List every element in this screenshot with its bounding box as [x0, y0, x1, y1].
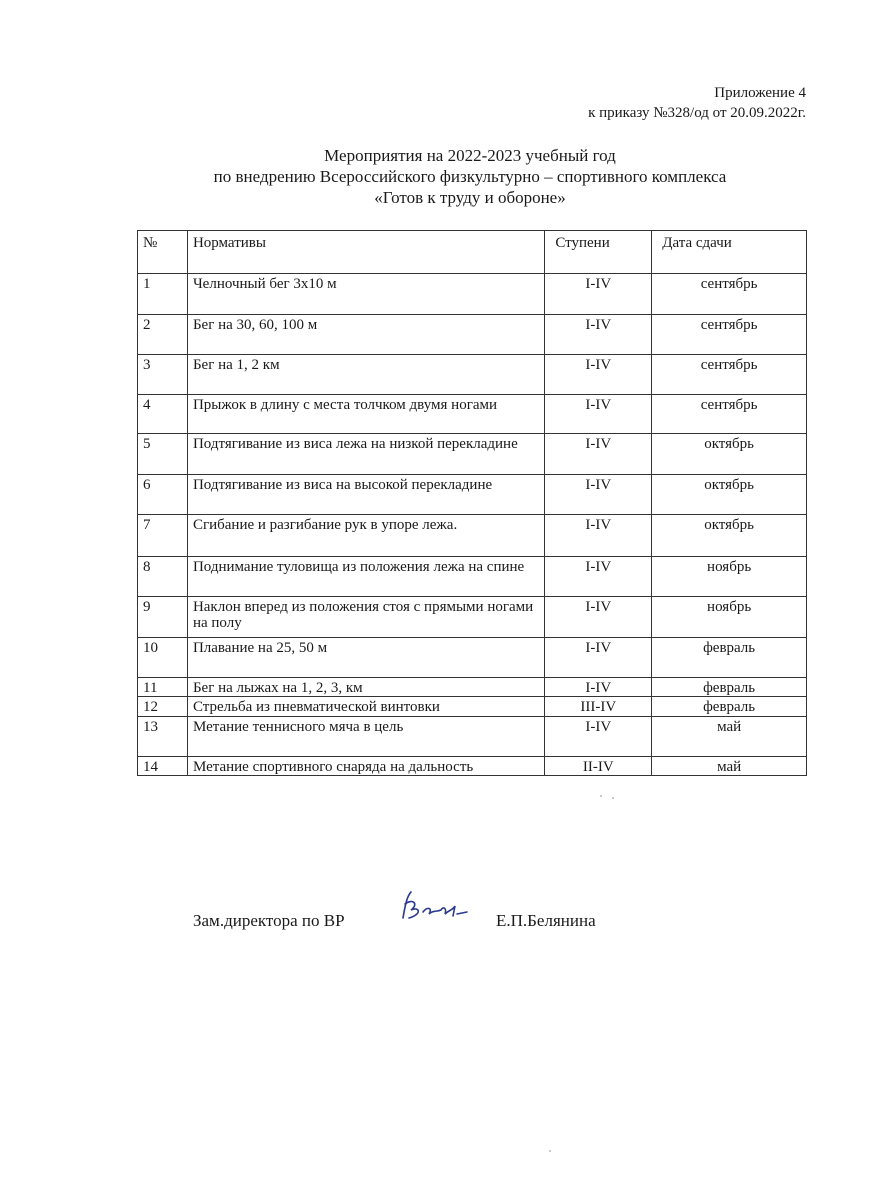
row-date: сентябрь: [652, 355, 807, 395]
row-stage: I-IV: [545, 475, 652, 515]
title-line-3: «Готов к труду и обороне»: [374, 188, 566, 207]
row-number: 8: [138, 557, 188, 597]
row-date: сентябрь: [652, 395, 807, 434]
scan-speck: [600, 795, 602, 797]
signer-position: Зам.директора по ВР: [193, 911, 345, 930]
scan-speck: [549, 1150, 551, 1152]
row-norm-name: Подтягивание из виса на высокой перекладине: [187, 475, 544, 515]
table-row: [138, 434, 807, 475]
signer-name: Е.П.Белянина: [496, 911, 596, 930]
appendix-line-2: к приказу №328/од от 20.09.2022г.: [588, 105, 806, 121]
appendix-note: [588, 83, 806, 123]
row-number: 3: [138, 355, 188, 395]
table-row: [138, 557, 807, 597]
row-number: 14: [138, 757, 188, 776]
row-date: ноябрь: [652, 597, 807, 638]
row-stage: I-IV: [545, 678, 652, 697]
row-stage: I-IV: [545, 315, 652, 355]
row-norm-name: Наклон вперед из положения стоя с прямыми ногами на полу: [187, 597, 544, 638]
row-stage: III-IV: [545, 697, 652, 717]
row-stage: I-IV: [545, 434, 652, 475]
row-date: февраль: [652, 678, 807, 697]
table-row: [138, 315, 807, 355]
row-norm-name: Бег на 1, 2 км: [187, 355, 544, 395]
row-norm-name: Сгибание и разгибание рук в упоре лежа.: [187, 515, 544, 557]
row-stage: I-IV: [545, 274, 652, 315]
row-date: май: [652, 717, 807, 757]
table-row: [138, 697, 807, 717]
appendix-line-1: Приложение 4: [714, 85, 806, 101]
table-row: [138, 274, 807, 315]
row-norm-name: Челночный бег 3х10 м: [187, 274, 544, 315]
header-stage: Ступени: [545, 231, 652, 274]
row-number: 5: [138, 434, 188, 475]
table-row: [138, 515, 807, 557]
row-norm-name: Подтягивание из виса лежа на низкой перекладине: [187, 434, 544, 475]
header-no: №: [138, 231, 188, 274]
row-date: сентябрь: [652, 274, 807, 315]
row-norm-name: Стрельба из пневматической винтовки: [187, 697, 544, 717]
row-number: 12: [138, 697, 188, 717]
table-row: [138, 597, 807, 638]
row-number: 6: [138, 475, 188, 515]
table-row: [138, 355, 807, 395]
row-norm-name: Бег на 30, 60, 100 м: [187, 315, 544, 355]
table-row: [138, 678, 807, 697]
scan-speck: [612, 797, 614, 799]
norms-table: [137, 230, 807, 776]
row-date: февраль: [652, 638, 807, 678]
row-date: октябрь: [652, 515, 807, 557]
row-date: сентябрь: [652, 315, 807, 355]
row-date: октябрь: [652, 475, 807, 515]
row-date: октябрь: [652, 434, 807, 475]
row-norm-name: Бег на лыжах на 1, 2, 3, км: [187, 678, 544, 697]
row-stage: I-IV: [545, 557, 652, 597]
title-line-1: Мероприятия на 2022-2023 учебный год: [324, 146, 616, 165]
table-row: [138, 638, 807, 678]
table-header-row: [138, 231, 807, 274]
title-line-2: по внедрению Всероссийского физкультурно – спортивного комплекса: [213, 167, 727, 186]
row-number: 9: [138, 597, 188, 638]
row-norm-name: Метание теннисного мяча в цель: [187, 717, 544, 757]
row-stage: I-IV: [545, 395, 652, 434]
row-date: ноябрь: [652, 557, 807, 597]
header-name: Нормативы: [187, 231, 544, 274]
row-stage: I-IV: [545, 638, 652, 678]
handwritten-signature: [397, 888, 477, 928]
row-stage: I-IV: [545, 717, 652, 757]
row-number: 2: [138, 315, 188, 355]
row-stage: I-IV: [545, 355, 652, 395]
row-number: 1: [138, 274, 188, 315]
row-norm-name: Плавание на 25, 50 м: [187, 638, 544, 678]
row-stage: I-IV: [545, 597, 652, 638]
row-number: 11: [138, 678, 188, 697]
table-row: [138, 475, 807, 515]
table-row: [138, 717, 807, 757]
row-norm-name: Метание спортивного снаряда на дальность: [187, 757, 544, 776]
row-number: 4: [138, 395, 188, 434]
row-number: 7: [138, 515, 188, 557]
header-date: Дата сдачи: [652, 231, 807, 274]
row-number: 13: [138, 717, 188, 757]
table-row: [138, 395, 807, 434]
row-date: май: [652, 757, 807, 776]
row-norm-name: Поднимание туловища из положения лежа на спине: [187, 557, 544, 597]
row-norm-name: Прыжок в длину с места толчком двумя ногами: [187, 395, 544, 434]
row-stage: I-IV: [545, 515, 652, 557]
row-number: 10: [138, 638, 188, 678]
row-date: февраль: [652, 697, 807, 717]
row-stage: II-IV: [545, 757, 652, 776]
table-row: [138, 757, 807, 776]
document-title: [0, 145, 872, 208]
